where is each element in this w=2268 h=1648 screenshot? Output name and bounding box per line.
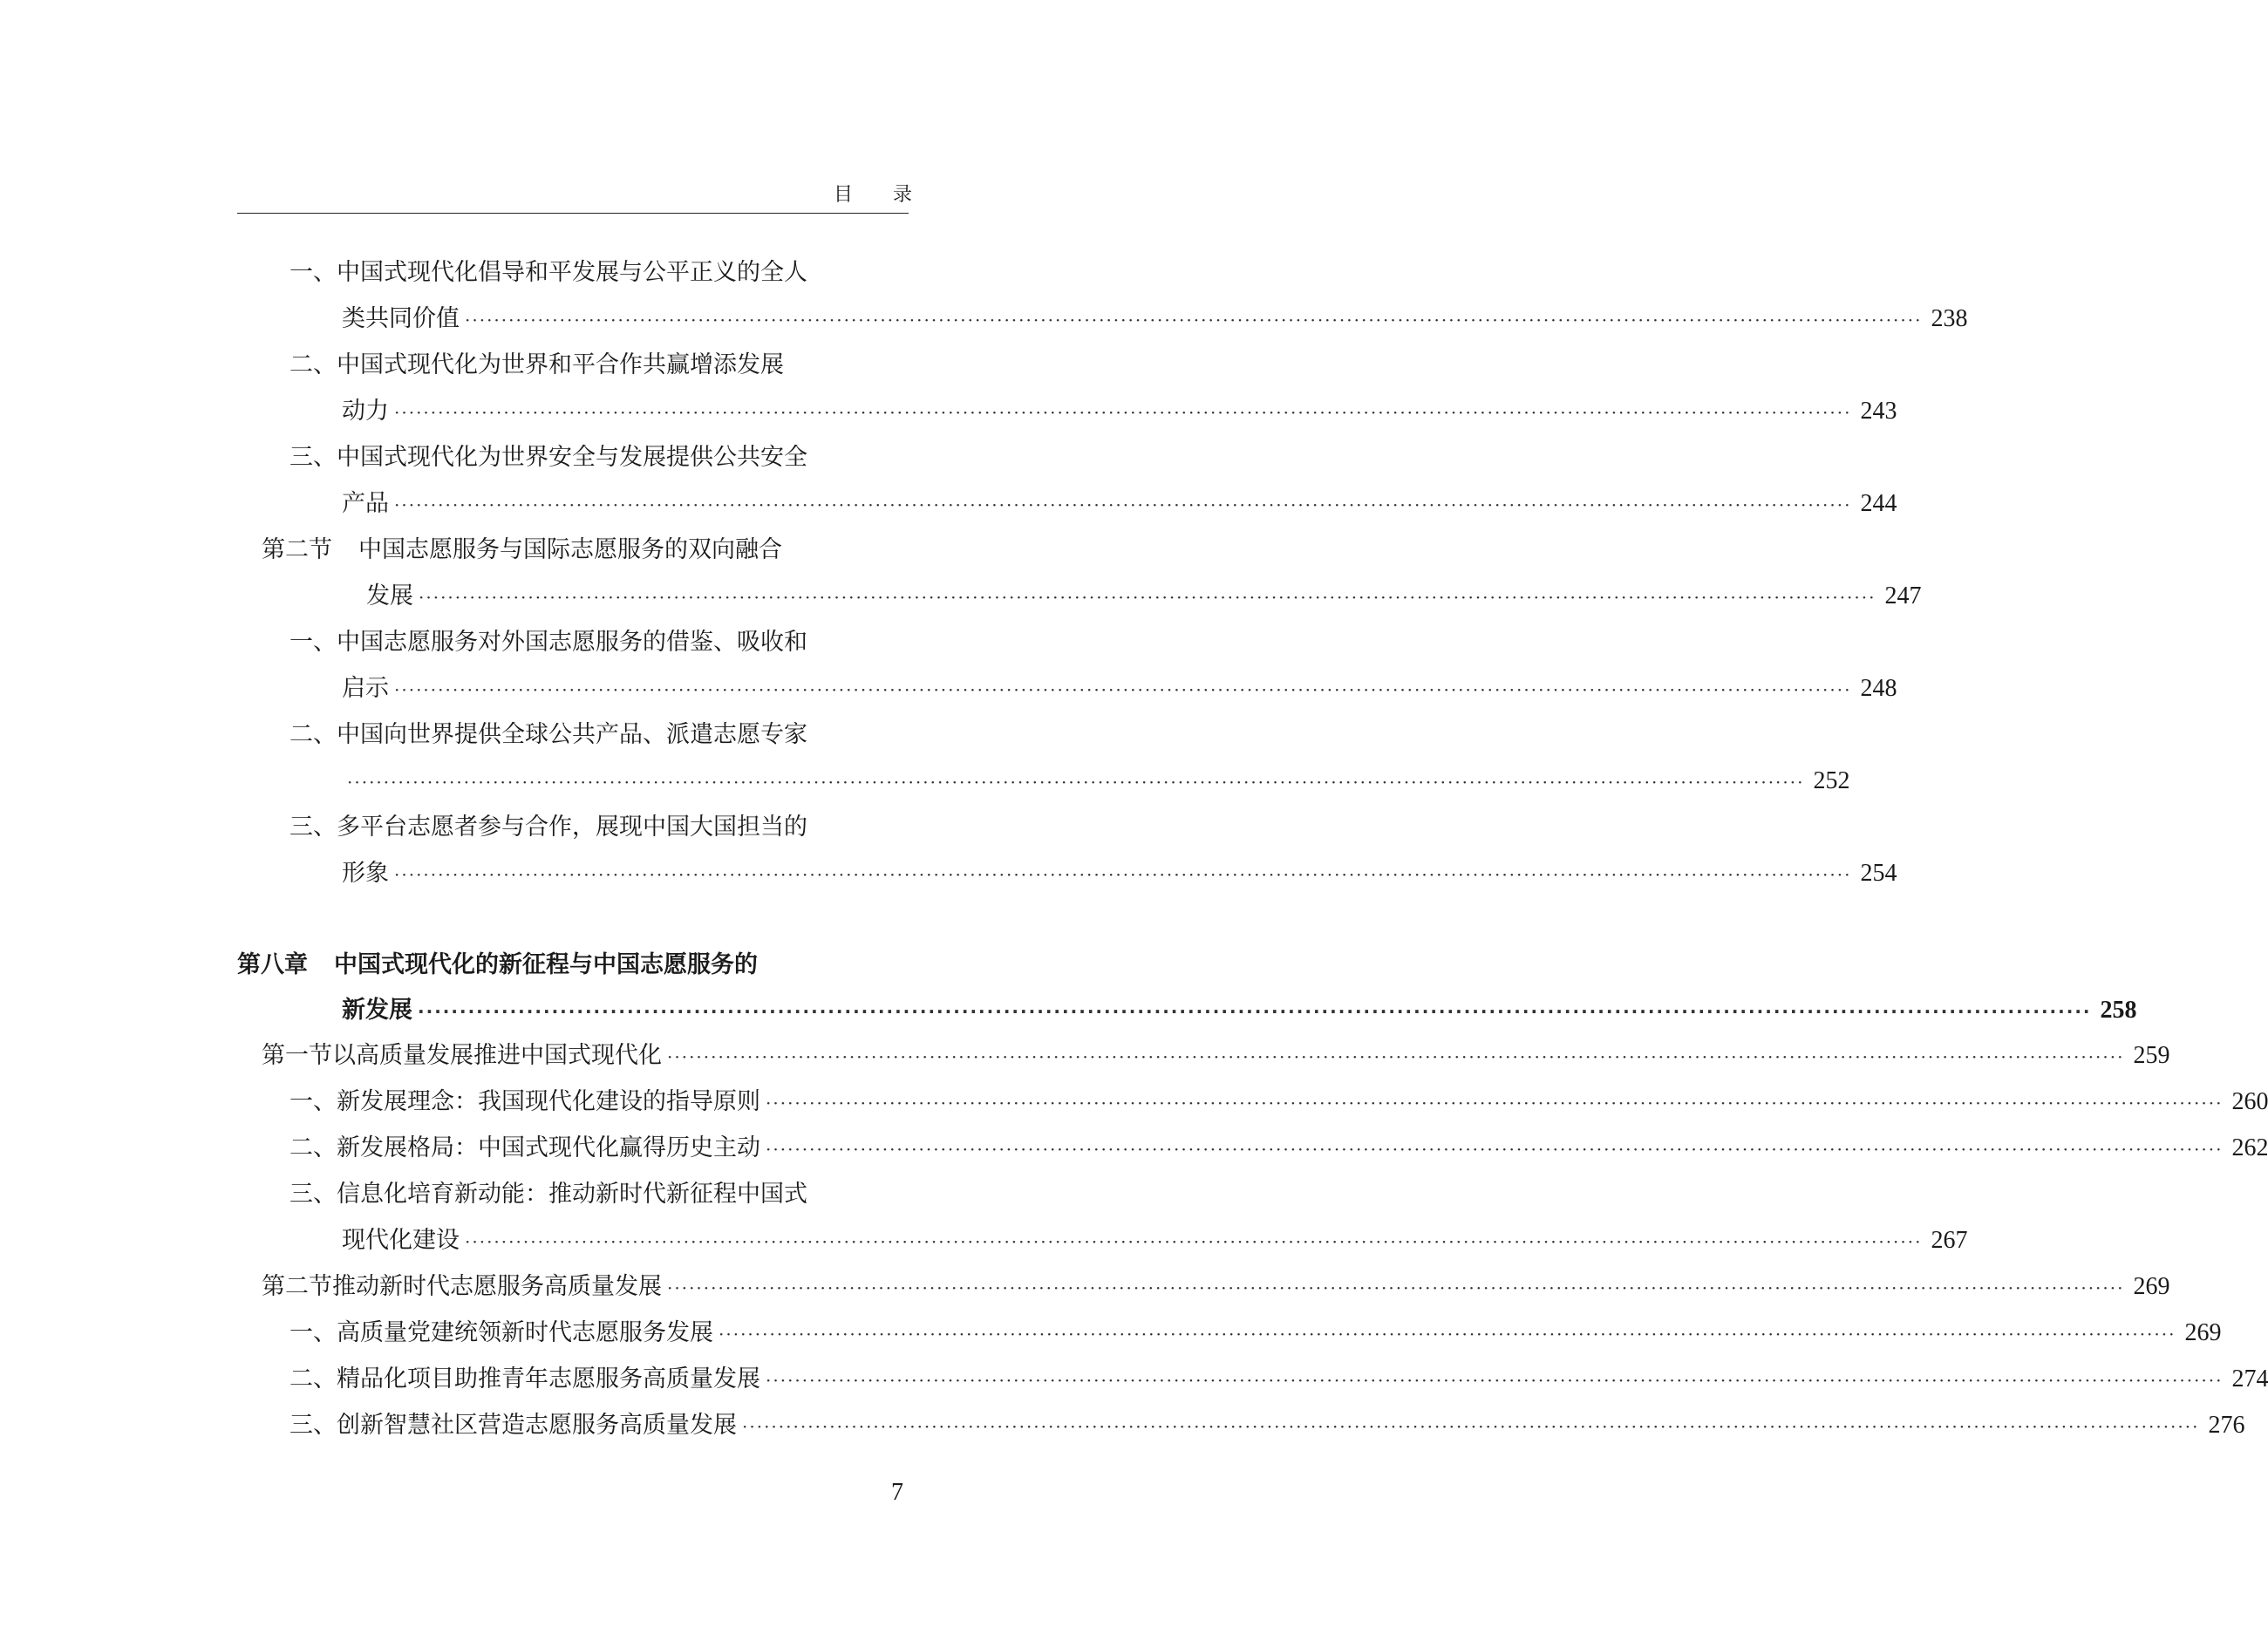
leader-dots: ········································································································································································································ — [418, 1001, 2092, 1022]
entry-title: 新发展 — [342, 997, 412, 1024]
entry-page-number: 243 — [1860, 398, 1897, 425]
leader-dots: ········································································································································································································ — [347, 772, 1805, 793]
leader-dots: ········································································································································································································ — [667, 1046, 2125, 1067]
toc-entry — [289, 258, 807, 288]
entry-title: 三、信息化培育新动能：推动新时代新征程中国式 — [289, 1181, 807, 1208]
leader-dots: ········································································································································································································ — [394, 679, 1852, 700]
entry-title: 类共同价值 — [342, 305, 460, 332]
entry-title: 三、多平台志愿者参与合作，展现中国大国担当的 — [289, 814, 807, 841]
entry-page-number: 244 — [1860, 490, 1897, 517]
entry-page-number: 254 — [1860, 860, 1897, 887]
entry-title: 二、中国向世界提供全球公共产品、派遣志愿专家 — [289, 721, 807, 748]
leader-dots: ········································································································································································································ — [394, 864, 1852, 885]
toc-entry — [342, 304, 1968, 334]
leader-dots: ········································································································································································································ — [465, 310, 1923, 330]
leader-dots: ········································································································································································································ — [394, 494, 1852, 515]
toc-entry — [289, 1411, 2245, 1440]
leader-dots: ········································································································································································································ — [719, 1324, 2176, 1345]
section-label: 第二节 — [262, 536, 332, 563]
entry-title: 一、中国式现代化倡导和平发展与公平正义的全人 — [289, 259, 807, 286]
running-header — [834, 180, 912, 207]
entry-title: 动力 — [342, 398, 389, 425]
header-rule — [237, 213, 909, 214]
entry-page-number: 238 — [1931, 305, 1968, 332]
entry-page-number: 269 — [2133, 1273, 2170, 1300]
entry-page-number: 262 — [2231, 1134, 2268, 1161]
toc-entry — [342, 397, 1897, 426]
entry-title: 一、中国志愿服务对外国志愿服务的借鉴、吸收和 — [289, 629, 807, 656]
entry-title: 三、中国式现代化为世界安全与发展提供公共安全 — [289, 444, 807, 471]
toc-entry — [342, 674, 1897, 704]
entry-title: 二、中国式现代化为世界和平合作共赢增添发展 — [289, 351, 784, 378]
page-number: 7 — [891, 1479, 903, 1506]
leader-dots: ········································································································································································································ — [667, 1277, 2125, 1298]
leader-dots: ········································································································································································································ — [394, 402, 1852, 423]
toc-entry — [342, 1226, 1968, 1256]
toc-entry — [342, 766, 1850, 796]
entry-page-number: 269 — [2184, 1319, 2222, 1346]
toc-entry — [342, 996, 2137, 1025]
entry-page-number: 274 — [2231, 1365, 2268, 1393]
toc-entry — [289, 1318, 2222, 1348]
entry-title: 启示 — [342, 675, 389, 702]
entry-page-number: 252 — [1813, 767, 1850, 794]
toc-entry — [366, 582, 1922, 611]
entry-title: 中国志愿服务与国际志愿服务的双向融合 — [358, 536, 782, 563]
toc-entry — [289, 351, 784, 380]
toc-entry — [289, 1365, 2268, 1394]
header-char-left: 目 — [834, 184, 854, 206]
entry-title: 产品 — [342, 490, 389, 517]
entry-title: 二、新发展格局：中国式现代化赢得历史主动 — [289, 1134, 760, 1161]
leader-dots: ········································································································································································································ — [742, 1416, 2200, 1437]
toc-entry — [289, 443, 807, 473]
entry-title: 一、新发展理念：我国现代化建设的指导原则 — [289, 1088, 760, 1115]
entry-title: 中国式现代化的新征程与中国志愿服务的 — [334, 951, 758, 978]
entry-page-number: 260 — [2231, 1088, 2268, 1115]
leader-dots: ········································································································································································································ — [465, 1231, 1923, 1252]
leader-dots: ········································································································································································································ — [766, 1093, 2224, 1113]
toc-entry — [289, 720, 807, 750]
chapter-label: 第八章 — [237, 951, 308, 978]
entry-title: 推动新时代志愿服务高质量发展 — [332, 1273, 662, 1300]
toc-entry — [289, 1180, 807, 1209]
toc-entry — [237, 950, 758, 980]
section-label: 第二节 — [262, 1273, 332, 1300]
header-char-right: 录 — [892, 184, 912, 206]
toc-entry — [262, 1041, 2170, 1071]
entry-title: 一、高质量党建统领新时代志愿服务发展 — [289, 1319, 713, 1346]
entry-title: 形象 — [342, 860, 389, 887]
entry-page-number: 267 — [1931, 1227, 1968, 1254]
leader-dots: ········································································································································································································ — [766, 1139, 2224, 1160]
toc-entry — [342, 489, 1897, 519]
toc-entry — [289, 1134, 2268, 1163]
toc-entry — [289, 813, 807, 842]
leader-dots: ········································································································································································································ — [766, 1370, 2224, 1391]
toc-entry — [289, 628, 807, 657]
leader-dots: ········································································································································································································ — [419, 587, 1876, 608]
entry-title: 二、精品化项目助推青年志愿服务高质量发展 — [289, 1365, 760, 1393]
entry-title: 现代化建设 — [342, 1227, 460, 1254]
entry-page-number: 258 — [2100, 997, 2137, 1024]
section-label: 第一节 — [262, 1042, 332, 1069]
toc-entry — [262, 1272, 2170, 1302]
entry-page-number: 247 — [1884, 582, 1922, 609]
entry-page-number: 259 — [2133, 1042, 2170, 1069]
entry-page-number: 276 — [2208, 1412, 2245, 1439]
toc-entry — [342, 859, 1897, 889]
entry-title: 发展 — [366, 582, 413, 609]
toc-entry — [262, 535, 782, 565]
toc-entry — [289, 1087, 2268, 1117]
entry-page-number: 248 — [1860, 675, 1897, 702]
entry-title: 三、创新智慧社区营造志愿服务高质量发展 — [289, 1412, 737, 1439]
entry-title: 以高质量发展推进中国式现代化 — [332, 1042, 662, 1069]
